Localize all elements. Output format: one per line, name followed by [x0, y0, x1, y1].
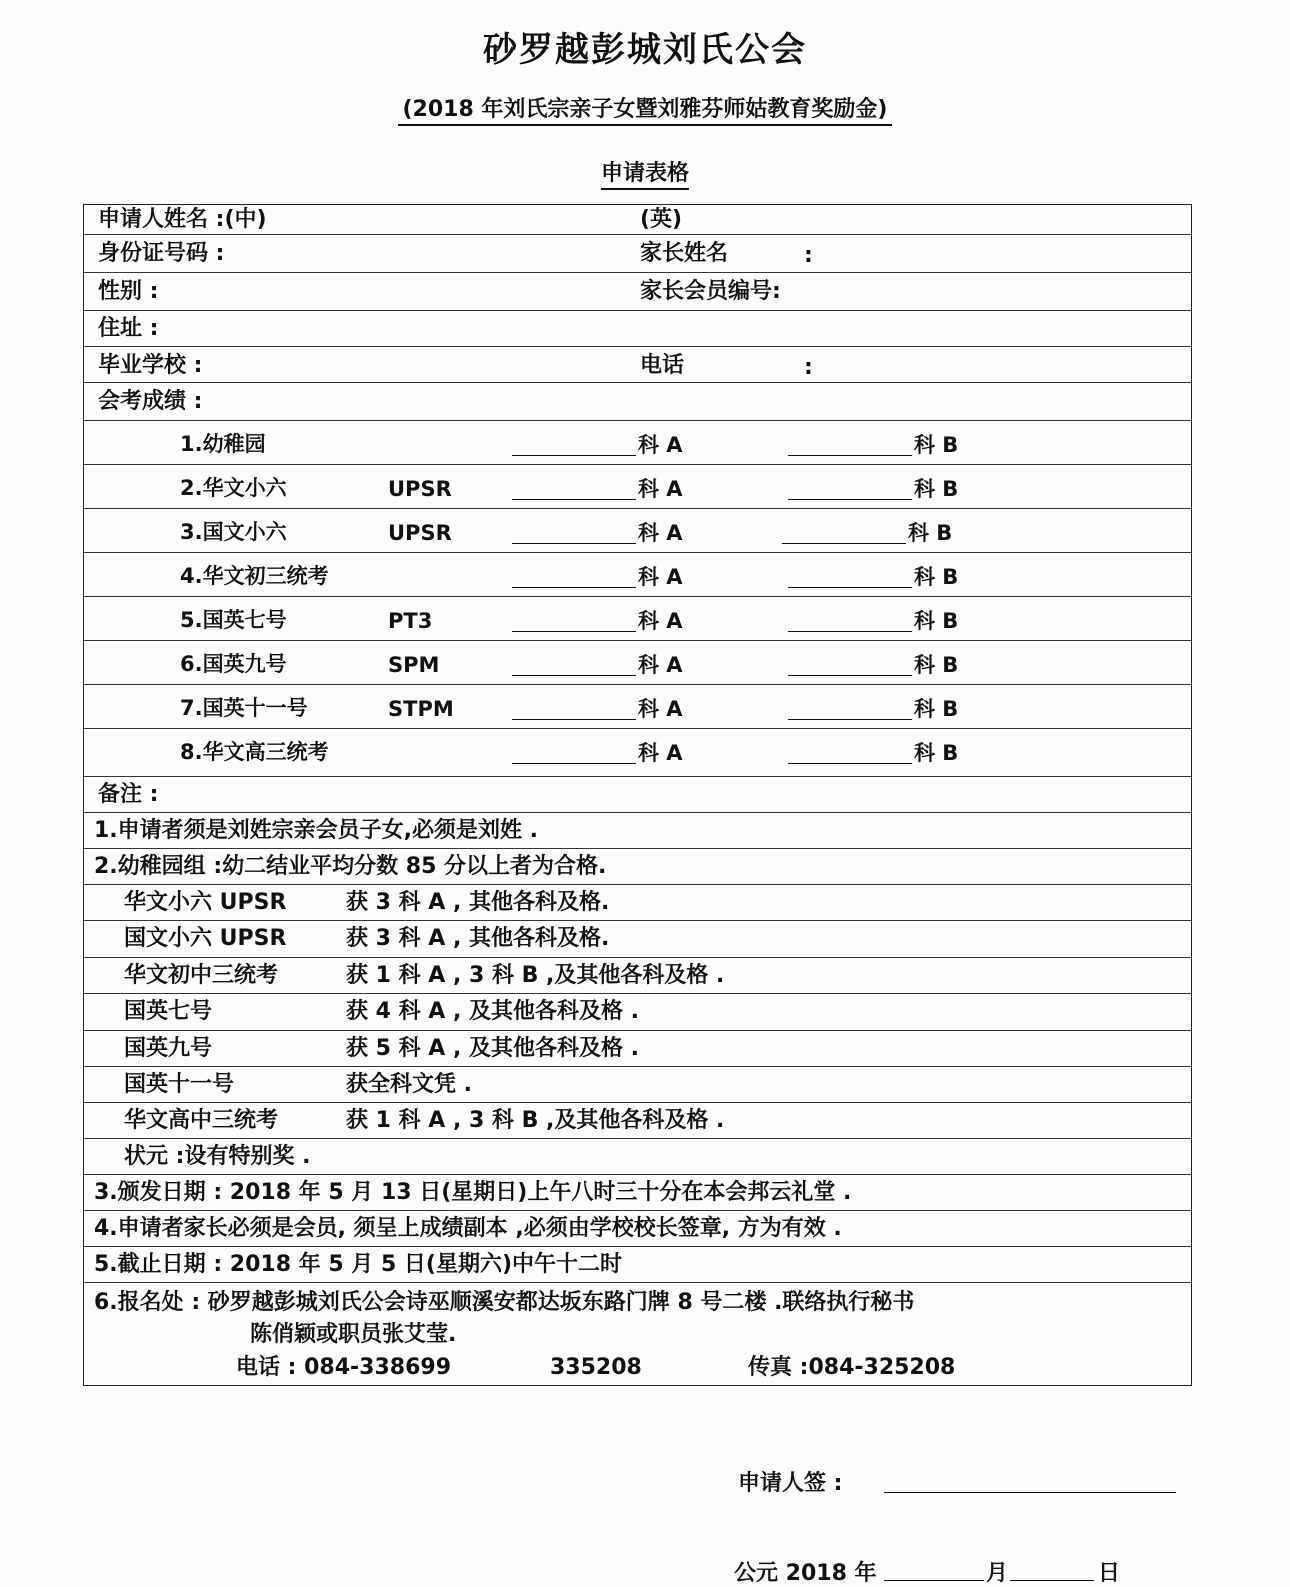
row-address[interactable]	[84, 311, 1191, 347]
exam-code: UPSR	[388, 477, 452, 501]
day-label: 日	[1098, 1561, 1121, 1586]
champion-row	[84, 1139, 1191, 1175]
day-line[interactable]	[1010, 1580, 1094, 1581]
criteria-req: 获 4 科 A , 及其他各科及格 .	[346, 999, 640, 1024]
note-3: 3.颁发日期 : 2018 年 5 月 13 日(星期日)上午八时三十分在本会邦云礼堂 .	[94, 1180, 852, 1205]
results-label: 会考成绩 :	[98, 389, 203, 414]
parent-member-no-label: 家长会员编号:	[640, 279, 781, 304]
exam-label: 1.幼稚园	[180, 432, 266, 456]
row-school[interactable]	[84, 347, 1191, 383]
exam-a-blank[interactable]	[512, 455, 636, 456]
exam-row[interactable]	[84, 421, 1191, 465]
exam-b-blank[interactable]	[782, 543, 906, 544]
exam-row[interactable]	[84, 729, 1191, 777]
exam-a-label: 科 A	[638, 433, 683, 457]
exam-b-blank[interactable]	[788, 719, 912, 720]
exam-a-label: 科 A	[638, 653, 683, 677]
criteria-req: 获 1 科 A , 3 科 B ,及其他各科及格 .	[346, 1108, 725, 1133]
criteria-label: 华文高中三统考	[124, 1108, 279, 1133]
exam-b-label: 科 B	[914, 565, 959, 589]
note-4: 4.申请者家长必须是会员, 须呈上成绩副本 ,必须由学校校长签章, 方为有效 .	[94, 1216, 842, 1241]
exam-label: 6.国英九号	[180, 652, 287, 676]
exam-label: 8.华文高三统考	[180, 740, 329, 764]
exam-b-label: 科 B	[914, 433, 959, 457]
exam-label: 5.国英七号	[180, 608, 287, 632]
criteria-req: 获 5 科 A , 及其他各科及格 .	[346, 1036, 640, 1061]
exam-a-blank[interactable]	[512, 719, 636, 720]
exam-a-label: 科 A	[638, 741, 683, 765]
row-ic[interactable]	[84, 235, 1191, 273]
exam-code: UPSR	[388, 521, 452, 545]
note-row	[84, 849, 1191, 885]
exam-b-blank[interactable]	[788, 455, 912, 456]
exam-b-blank[interactable]	[788, 631, 912, 632]
exam-label: 4.华文初三统考	[180, 564, 329, 588]
criteria-label: 国英十一号	[124, 1072, 235, 1097]
exam-b-blank[interactable]	[788, 499, 912, 500]
criteria-row	[84, 1103, 1191, 1139]
criteria-row	[84, 958, 1191, 994]
row-gender[interactable]	[84, 273, 1191, 311]
note-row	[84, 813, 1191, 849]
exam-b-blank[interactable]	[788, 763, 912, 764]
note-6-line1: 6.报名处 : 砂罗越彭城刘氏公会诗巫顺溪安都达坂东路门牌 8 号二楼 .联络执行秘书	[94, 1290, 915, 1315]
note-row	[84, 1175, 1191, 1211]
exam-a-label: 科 A	[638, 565, 683, 589]
exam-row[interactable]	[84, 553, 1191, 597]
exam-label: 2.华文小六	[180, 476, 287, 500]
criteria-req: 获 3 科 A , 其他各科及格.	[346, 890, 610, 915]
exam-row[interactable]	[84, 465, 1191, 509]
school-label: 毕业学校 :	[98, 353, 203, 378]
exam-a-blank[interactable]	[512, 631, 636, 632]
notes-heading: 备注 :	[98, 782, 159, 807]
exam-a-label: 科 A	[638, 609, 683, 633]
exam-b-label: 科 B	[914, 653, 959, 677]
criteria-label: 国英七号	[124, 999, 213, 1024]
address-label: 住址 :	[98, 316, 159, 341]
criteria-row	[84, 1067, 1191, 1103]
exam-label: 3.国文小六	[180, 520, 287, 544]
note-row	[84, 1247, 1191, 1283]
phone-label: 电话	[640, 353, 685, 378]
phone-colon: :	[804, 355, 813, 380]
exam-b-label: 科 B	[914, 477, 959, 501]
parent-name-colon: :	[804, 243, 813, 268]
criteria-row	[84, 994, 1191, 1031]
month-label: 月	[986, 1561, 1009, 1586]
exam-row[interactable]	[84, 641, 1191, 685]
month-line[interactable]	[884, 1580, 984, 1581]
name-en-label: (英)	[640, 207, 683, 232]
exam-code: SPM	[388, 653, 440, 677]
exam-code: STPM	[388, 697, 454, 721]
tel-2: 335208	[550, 1355, 642, 1380]
tel-label: 电话 : 084-338699	[236, 1355, 452, 1380]
note-1: 1.申请者须是刘姓宗亲会员子女,必须是刘姓 .	[94, 818, 539, 843]
parent-name-label: 家长姓名	[640, 241, 729, 266]
notes-heading-row	[84, 777, 1191, 813]
row-name[interactable]	[84, 205, 1191, 235]
exam-b-label: 科 B	[914, 697, 959, 721]
name-cn-label: 申请人姓名 :(中)	[98, 207, 267, 232]
criteria-label: 华文小六 UPSR	[124, 890, 287, 915]
note-row	[84, 1211, 1191, 1247]
exam-b-label: 科 B	[908, 521, 953, 545]
exam-label: 7.国英十一号	[180, 696, 308, 720]
form-title	[0, 156, 1290, 187]
criteria-label: 国英九号	[124, 1036, 213, 1061]
ic-label: 身份证号码 :	[98, 241, 225, 266]
exam-a-blank[interactable]	[512, 587, 636, 588]
row-results-heading	[84, 383, 1191, 421]
exam-b-label: 科 B	[914, 609, 959, 633]
signature-line[interactable]	[884, 1492, 1176, 1493]
page-title: 砂罗越彭城刘氏公会	[483, 30, 807, 70]
fax-label: 传真 :084-325208	[748, 1355, 956, 1380]
exam-b-blank[interactable]	[788, 587, 912, 588]
criteria-row	[84, 885, 1191, 921]
form-title-text: 申请表格	[601, 161, 689, 190]
exam-a-label: 科 A	[638, 521, 683, 545]
criteria-req: 获 1 科 A , 3 科 B ,及其他各科及格 .	[346, 963, 725, 988]
exam-row[interactable]	[84, 685, 1191, 729]
note-2: 2.幼稚园组 :幼二结业平均分数 85 分以上者为合格.	[94, 854, 607, 879]
note-row-6	[84, 1283, 1191, 1387]
exam-row[interactable]	[84, 509, 1191, 553]
exam-a-blank[interactable]	[512, 543, 636, 544]
exam-b-label: 科 B	[914, 741, 959, 765]
exam-a-label: 科 A	[638, 477, 683, 501]
date-prefix: 公元 2018 年	[734, 1561, 877, 1586]
exam-a-blank[interactable]	[512, 499, 636, 500]
criteria-req: 获全科文凭 .	[346, 1072, 473, 1097]
criteria-label: 国文小六 UPSR	[124, 926, 287, 951]
exam-a-blank[interactable]	[512, 763, 636, 764]
criteria-req: 获 3 科 A , 其他各科及格.	[346, 926, 610, 951]
application-form	[83, 204, 1192, 1386]
criteria-row	[84, 921, 1191, 958]
subtitle-text: (2018 年刘氏宗亲子女暨刘雅芬师姑教育奖励金)	[398, 97, 891, 126]
criteria-label: 华文初中三统考	[124, 963, 279, 988]
exam-row[interactable]	[84, 597, 1191, 641]
signature-label: 申请人签 :	[738, 1471, 843, 1496]
exam-a-blank[interactable]	[512, 675, 636, 676]
note-6-line2: 陈俏颖或职员张艾莹.	[250, 1322, 457, 1347]
gender-label: 性别 :	[98, 279, 159, 304]
exam-b-blank[interactable]	[788, 675, 912, 676]
page-subtitle	[0, 92, 1290, 123]
note-5: 5.截止日期 : 2018 年 5 月 5 日(星期六)中午十二时	[94, 1252, 623, 1277]
criteria-row	[84, 1031, 1191, 1067]
exam-code: PT3	[388, 609, 433, 633]
exam-a-label: 科 A	[638, 697, 683, 721]
champion-note: 状元 :设有特别奖 .	[124, 1144, 311, 1169]
